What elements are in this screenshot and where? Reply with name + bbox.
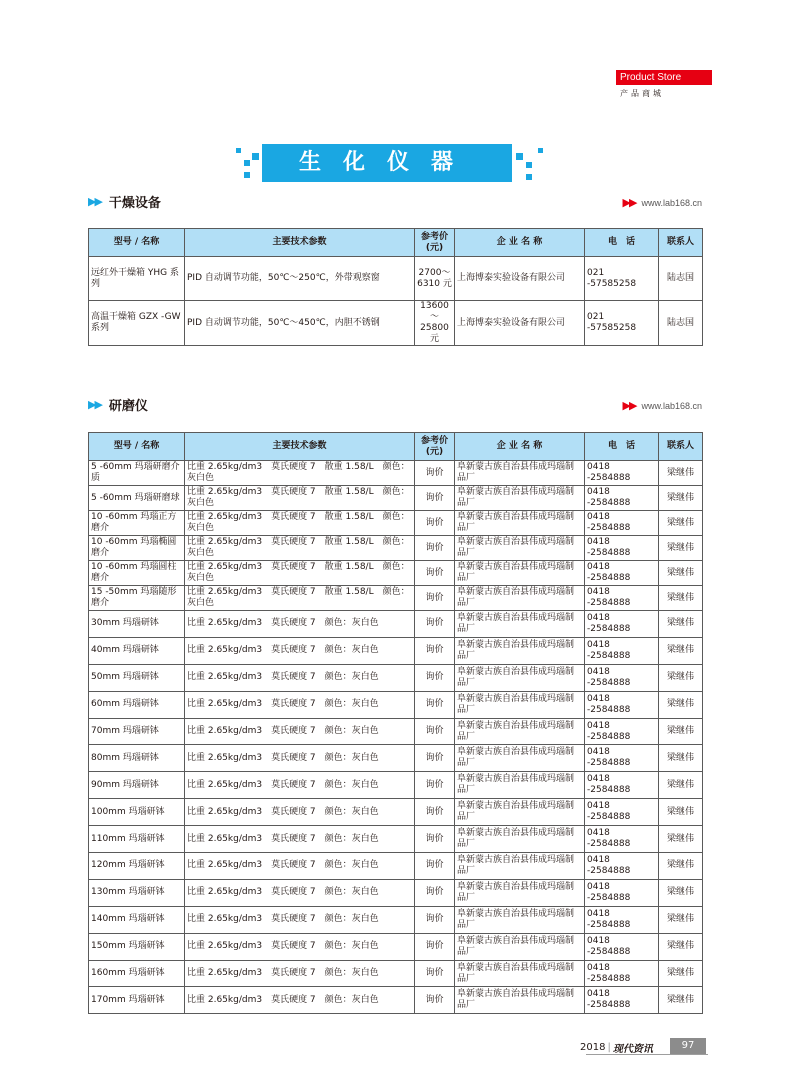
cell-col-price: 询价	[415, 745, 455, 772]
cell-col-specs: PID 自动调节功能，50℃～250℃，外带观察窗	[185, 257, 415, 301]
cell-col-company: 阜新蒙古族自治县伟成玛瑙制品厂	[455, 691, 585, 718]
cell-col-model: 150mm 玛瑙研钵	[89, 933, 185, 960]
cell-col-company: 上海博泰实验设备有限公司	[455, 301, 585, 346]
cell-col-contact: 梁继伟	[659, 745, 703, 772]
cell-col-specs: 比重 2.65kg/dm3 莫氏硬度 7 颜色：灰白色	[185, 960, 415, 987]
cell-col-price: 询价	[415, 853, 455, 880]
cell-col-specs: 比重 2.65kg/dm3 莫氏硬度 7 散重 1.58/L 颜色：灰白色	[185, 461, 415, 486]
header-col-specs: 主要技术参数	[185, 229, 415, 257]
cell-col-price: 询价	[415, 960, 455, 987]
table-row	[89, 511, 703, 536]
cell-col-price: 询价	[415, 933, 455, 960]
cell-col-company: 阜新蒙古族自治县伟成玛瑙制品厂	[455, 486, 585, 511]
header-col-company: 企 业 名 称	[455, 229, 585, 257]
cell-col-price: 询价	[415, 879, 455, 906]
banner-decoration	[516, 153, 523, 160]
banner-decoration	[526, 174, 532, 180]
cell-col-specs: 比重 2.65kg/dm3 莫氏硬度 7 颜色：灰白色	[185, 772, 415, 799]
cell-col-company: 阜新蒙古族自治县伟成玛瑙制品厂	[455, 772, 585, 799]
cell-col-price: 询价	[415, 461, 455, 486]
double-arrow-icon: ▶▶	[88, 195, 101, 208]
cell-col-contact: 梁继伟	[659, 586, 703, 611]
cell-col-model: 90mm 玛瑙研钵	[89, 772, 185, 799]
cell-col-model: 30mm 玛瑙研钵	[89, 611, 185, 638]
cell-col-phone: 0418 -2584888	[585, 486, 659, 511]
cell-col-model: 110mm 玛瑙研钵	[89, 826, 185, 853]
cell-col-model: 5 -60mm 玛瑙研磨介质	[89, 461, 185, 486]
cell-col-contact: 梁继伟	[659, 561, 703, 586]
table-row	[89, 826, 703, 853]
product-store-label: Product Store	[616, 70, 712, 85]
banner-decoration	[244, 160, 250, 166]
cell-col-contact: 梁继伟	[659, 933, 703, 960]
table-row	[89, 718, 703, 745]
cell-col-phone: 0418 -2584888	[585, 906, 659, 933]
table-row	[89, 960, 703, 987]
cell-col-specs: 比重 2.65kg/dm3 莫氏硬度 7 颜色：灰白色	[185, 718, 415, 745]
cell-col-specs: 比重 2.65kg/dm3 莫氏硬度 7 颜色：灰白色	[185, 799, 415, 826]
cell-col-phone: 0418 -2584888	[585, 826, 659, 853]
cell-col-specs: 比重 2.65kg/dm3 莫氏硬度 7 颜色：灰白色	[185, 933, 415, 960]
cell-col-phone: 0418 -2584888	[585, 637, 659, 664]
cell-col-contact: 梁继伟	[659, 536, 703, 561]
drying-equipment-table	[88, 228, 703, 346]
cell-col-company: 上海博泰实验设备有限公司	[455, 257, 585, 301]
section-title-drying	[88, 192, 161, 211]
cell-col-contact: 梁继伟	[659, 826, 703, 853]
cell-col-company: 阜新蒙古族自治县伟成玛瑙制品厂	[455, 536, 585, 561]
table-row	[89, 987, 703, 1014]
cell-col-phone: 0418 -2584888	[585, 853, 659, 880]
cell-col-company: 阜新蒙古族自治县伟成玛瑙制品厂	[455, 664, 585, 691]
cell-col-price: 13600～25800 元	[415, 301, 455, 346]
footer	[580, 1040, 653, 1055]
cell-col-contact: 梁继伟	[659, 772, 703, 799]
cell-col-specs: 比重 2.65kg/dm3 莫氏硬度 7 散重 1.58/L 颜色：灰白色	[185, 536, 415, 561]
header-col-model: 型号 / 名称	[89, 229, 185, 257]
table-row	[89, 461, 703, 486]
header-col-contact: 联系人	[659, 229, 703, 257]
table-row	[89, 853, 703, 880]
table-row	[89, 486, 703, 511]
cell-col-price: 询价	[415, 906, 455, 933]
product-store-subtitle: 产品商城	[620, 89, 664, 98]
cell-col-model: 远红外干燥箱 YHG 系列	[89, 257, 185, 301]
site-url[interactable]: www.lab168.cn	[641, 400, 702, 411]
cell-col-phone: 0418 -2584888	[585, 561, 659, 586]
cell-col-contact: 梁继伟	[659, 664, 703, 691]
double-arrow-icon: ▶▶	[622, 197, 636, 209]
table-row	[89, 933, 703, 960]
table-row	[89, 301, 703, 346]
cell-col-company: 阜新蒙古族自治县伟成玛瑙制品厂	[455, 718, 585, 745]
cell-col-company: 阜新蒙古族自治县伟成玛瑙制品厂	[455, 960, 585, 987]
cell-col-contact: 梁继伟	[659, 718, 703, 745]
cell-col-phone: 0418 -2584888	[585, 586, 659, 611]
cell-col-phone: 0418 -2584888	[585, 691, 659, 718]
cell-col-contact: 梁继伟	[659, 511, 703, 536]
table-row	[89, 745, 703, 772]
cell-col-phone: 0418 -2584888	[585, 879, 659, 906]
cell-col-phone: 0418 -2584888	[585, 987, 659, 1014]
cell-col-company: 阜新蒙古族自治县伟成玛瑙制品厂	[455, 799, 585, 826]
cell-col-price: 询价	[415, 664, 455, 691]
cell-col-model: 170mm 玛瑙研钵	[89, 987, 185, 1014]
cell-col-contact: 梁继伟	[659, 691, 703, 718]
grinding-equipment-table	[88, 432, 703, 1014]
cell-col-company: 阜新蒙古族自治县伟成玛瑙制品厂	[455, 611, 585, 638]
table-row	[89, 561, 703, 586]
table-row	[89, 691, 703, 718]
cell-col-phone: 021 -57585258	[585, 301, 659, 346]
cell-col-contact: 梁继伟	[659, 906, 703, 933]
header-col-specs: 主要技术参数	[185, 433, 415, 461]
header-col-company: 企 业 名 称	[455, 433, 585, 461]
cell-col-contact: 梁继伟	[659, 611, 703, 638]
table-row	[89, 879, 703, 906]
cell-col-phone: 021 -57585258	[585, 257, 659, 301]
cell-col-contact: 梁继伟	[659, 461, 703, 486]
cell-col-price: 询价	[415, 772, 455, 799]
page-number: 97	[670, 1038, 706, 1054]
cell-col-model: 高温干燥箱 GZX -GW 系列	[89, 301, 185, 346]
cell-col-specs: 比重 2.65kg/dm3 莫氏硬度 7 散重 1.58/L 颜色：灰白色	[185, 586, 415, 611]
cell-col-price: 询价	[415, 586, 455, 611]
table-row	[89, 637, 703, 664]
cell-col-phone: 0418 -2584888	[585, 745, 659, 772]
cell-col-specs: 比重 2.65kg/dm3 莫氏硬度 7 颜色：灰白色	[185, 691, 415, 718]
cell-col-specs: PID 自动调节功能，50℃～450℃，内胆不锈钢	[185, 301, 415, 346]
cell-col-company: 阜新蒙古族自治县伟成玛瑙制品厂	[455, 987, 585, 1014]
cell-col-specs: 比重 2.65kg/dm3 莫氏硬度 7 颜色：灰白色	[185, 906, 415, 933]
cell-col-model: 140mm 玛瑙研钵	[89, 906, 185, 933]
cell-col-model: 40mm 玛瑙研钵	[89, 637, 185, 664]
cell-col-phone: 0418 -2584888	[585, 960, 659, 987]
banner-decoration	[526, 162, 532, 168]
footer-magazine-name: 现代资讯	[612, 1044, 653, 1055]
cell-col-company: 阜新蒙古族自治县伟成玛瑙制品厂	[455, 637, 585, 664]
cell-col-company: 阜新蒙古族自治县伟成玛瑙制品厂	[455, 511, 585, 536]
cell-col-phone: 0418 -2584888	[585, 511, 659, 536]
cell-col-contact: 梁继伟	[659, 960, 703, 987]
header-col-phone: 电 话	[585, 433, 659, 461]
cell-col-specs: 比重 2.65kg/dm3 莫氏硬度 7 散重 1.58/L 颜色：灰白色	[185, 486, 415, 511]
table-row	[89, 586, 703, 611]
cell-col-model: 80mm 玛瑙研钵	[89, 745, 185, 772]
cell-col-price: 询价	[415, 718, 455, 745]
cell-col-price: 询价	[415, 611, 455, 638]
cell-col-model: 50mm 玛瑙研钵	[89, 664, 185, 691]
cell-col-phone: 0418 -2584888	[585, 772, 659, 799]
double-arrow-icon: ▶▶	[622, 400, 636, 412]
footer-separator: |	[607, 1042, 611, 1053]
cell-col-price: 询价	[415, 799, 455, 826]
cell-col-phone: 0418 -2584888	[585, 461, 659, 486]
cell-col-phone: 0418 -2584888	[585, 718, 659, 745]
table-row	[89, 536, 703, 561]
table-row	[89, 799, 703, 826]
header-col-contact: 联系人	[659, 433, 703, 461]
cell-col-company: 阜新蒙古族自治县伟成玛瑙制品厂	[455, 933, 585, 960]
banner-decoration	[244, 172, 250, 178]
cell-col-contact: 梁继伟	[659, 879, 703, 906]
header-col-price: 参考价 (元)	[415, 229, 455, 257]
cell-col-contact: 梁继伟	[659, 637, 703, 664]
cell-col-price: 询价	[415, 511, 455, 536]
cell-col-specs: 比重 2.65kg/dm3 莫氏硬度 7 颜色：灰白色	[185, 987, 415, 1014]
cell-col-model: 15 -50mm 玛瑙随形磨介	[89, 586, 185, 611]
cell-col-specs: 比重 2.65kg/dm3 莫氏硬度 7 颜色：灰白色	[185, 879, 415, 906]
cell-col-phone: 0418 -2584888	[585, 536, 659, 561]
cell-col-price: 询价	[415, 561, 455, 586]
header-col-model: 型号 / 名称	[89, 433, 185, 461]
site-link-drying[interactable]	[623, 196, 702, 209]
section-title-grinding	[88, 395, 148, 414]
cell-col-company: 阜新蒙古族自治县伟成玛瑙制品厂	[455, 906, 585, 933]
banner-decoration	[236, 148, 241, 153]
cell-col-price: 询价	[415, 486, 455, 511]
table-row	[89, 772, 703, 799]
cell-col-model: 10 -60mm 玛瑙椭圆磨介	[89, 536, 185, 561]
cell-col-contact: 梁继伟	[659, 987, 703, 1014]
cell-col-model: 120mm 玛瑙研钵	[89, 853, 185, 880]
page-banner-title: 生化仪器	[262, 144, 512, 182]
cell-col-price: 询价	[415, 987, 455, 1014]
cell-col-company: 阜新蒙古族自治县伟成玛瑙制品厂	[455, 879, 585, 906]
cell-col-company: 阜新蒙古族自治县伟成玛瑙制品厂	[455, 561, 585, 586]
cell-col-company: 阜新蒙古族自治县伟成玛瑙制品厂	[455, 586, 585, 611]
cell-col-specs: 比重 2.65kg/dm3 莫氏硬度 7 颜色：灰白色	[185, 637, 415, 664]
banner-decoration	[252, 153, 259, 160]
cell-col-price: 询价	[415, 637, 455, 664]
section-title-text: 研磨仪	[108, 399, 148, 414]
cell-col-price: 2700～6310 元	[415, 257, 455, 301]
cell-col-price: 询价	[415, 691, 455, 718]
cell-col-contact: 梁继伟	[659, 799, 703, 826]
cell-col-company: 阜新蒙古族自治县伟成玛瑙制品厂	[455, 826, 585, 853]
cell-col-phone: 0418 -2584888	[585, 664, 659, 691]
cell-col-contact: 陆志国	[659, 257, 703, 301]
cell-col-contact: 梁继伟	[659, 853, 703, 880]
cell-col-price: 询价	[415, 536, 455, 561]
table-row	[89, 906, 703, 933]
cell-col-phone: 0418 -2584888	[585, 611, 659, 638]
cell-col-model: 10 -60mm 玛瑙正方磨介	[89, 511, 185, 536]
cell-col-specs: 比重 2.65kg/dm3 莫氏硬度 7 颜色：灰白色	[185, 664, 415, 691]
double-arrow-icon: ▶▶	[88, 398, 101, 411]
cell-col-specs: 比重 2.65kg/dm3 莫氏硬度 7 颜色：灰白色	[185, 611, 415, 638]
header-col-phone: 电 话	[585, 229, 659, 257]
cell-col-model: 5 -60mm 玛瑙研磨球	[89, 486, 185, 511]
cell-col-specs: 比重 2.65kg/dm3 莫氏硬度 7 颜色：灰白色	[185, 745, 415, 772]
cell-col-contact: 陆志国	[659, 301, 703, 346]
site-link-grinding[interactable]	[623, 399, 702, 412]
cell-col-company: 阜新蒙古族自治县伟成玛瑙制品厂	[455, 853, 585, 880]
cell-col-model: 130mm 玛瑙研钵	[89, 879, 185, 906]
cell-col-phone: 0418 -2584888	[585, 933, 659, 960]
table-row	[89, 611, 703, 638]
cell-col-phone: 0418 -2584888	[585, 799, 659, 826]
table-row	[89, 664, 703, 691]
cell-col-price: 询价	[415, 826, 455, 853]
cell-col-specs: 比重 2.65kg/dm3 莫氏硬度 7 颜色：灰白色	[185, 853, 415, 880]
cell-col-model: 100mm 玛瑙研钵	[89, 799, 185, 826]
table-row	[89, 257, 703, 301]
section-title-text: 干燥设备	[108, 196, 161, 211]
site-url[interactable]: www.lab168.cn	[641, 197, 702, 208]
cell-col-contact: 梁继伟	[659, 486, 703, 511]
cell-col-model: 10 -60mm 玛瑙圆柱磨介	[89, 561, 185, 586]
cell-col-specs: 比重 2.65kg/dm3 莫氏硬度 7 颜色：灰白色	[185, 826, 415, 853]
header-col-price: 参考价 (元)	[415, 433, 455, 461]
footer-year: 2018	[580, 1042, 606, 1053]
cell-col-model: 160mm 玛瑙研钵	[89, 960, 185, 987]
cell-col-model: 60mm 玛瑙研钵	[89, 691, 185, 718]
banner-decoration	[538, 148, 543, 153]
cell-col-company: 阜新蒙古族自治县伟成玛瑙制品厂	[455, 745, 585, 772]
cell-col-specs: 比重 2.65kg/dm3 莫氏硬度 7 散重 1.58/L 颜色：灰白色	[185, 561, 415, 586]
cell-col-company: 阜新蒙古族自治县伟成玛瑙制品厂	[455, 461, 585, 486]
cell-col-specs: 比重 2.65kg/dm3 莫氏硬度 7 散重 1.58/L 颜色：灰白色	[185, 511, 415, 536]
cell-col-model: 70mm 玛瑙研钵	[89, 718, 185, 745]
